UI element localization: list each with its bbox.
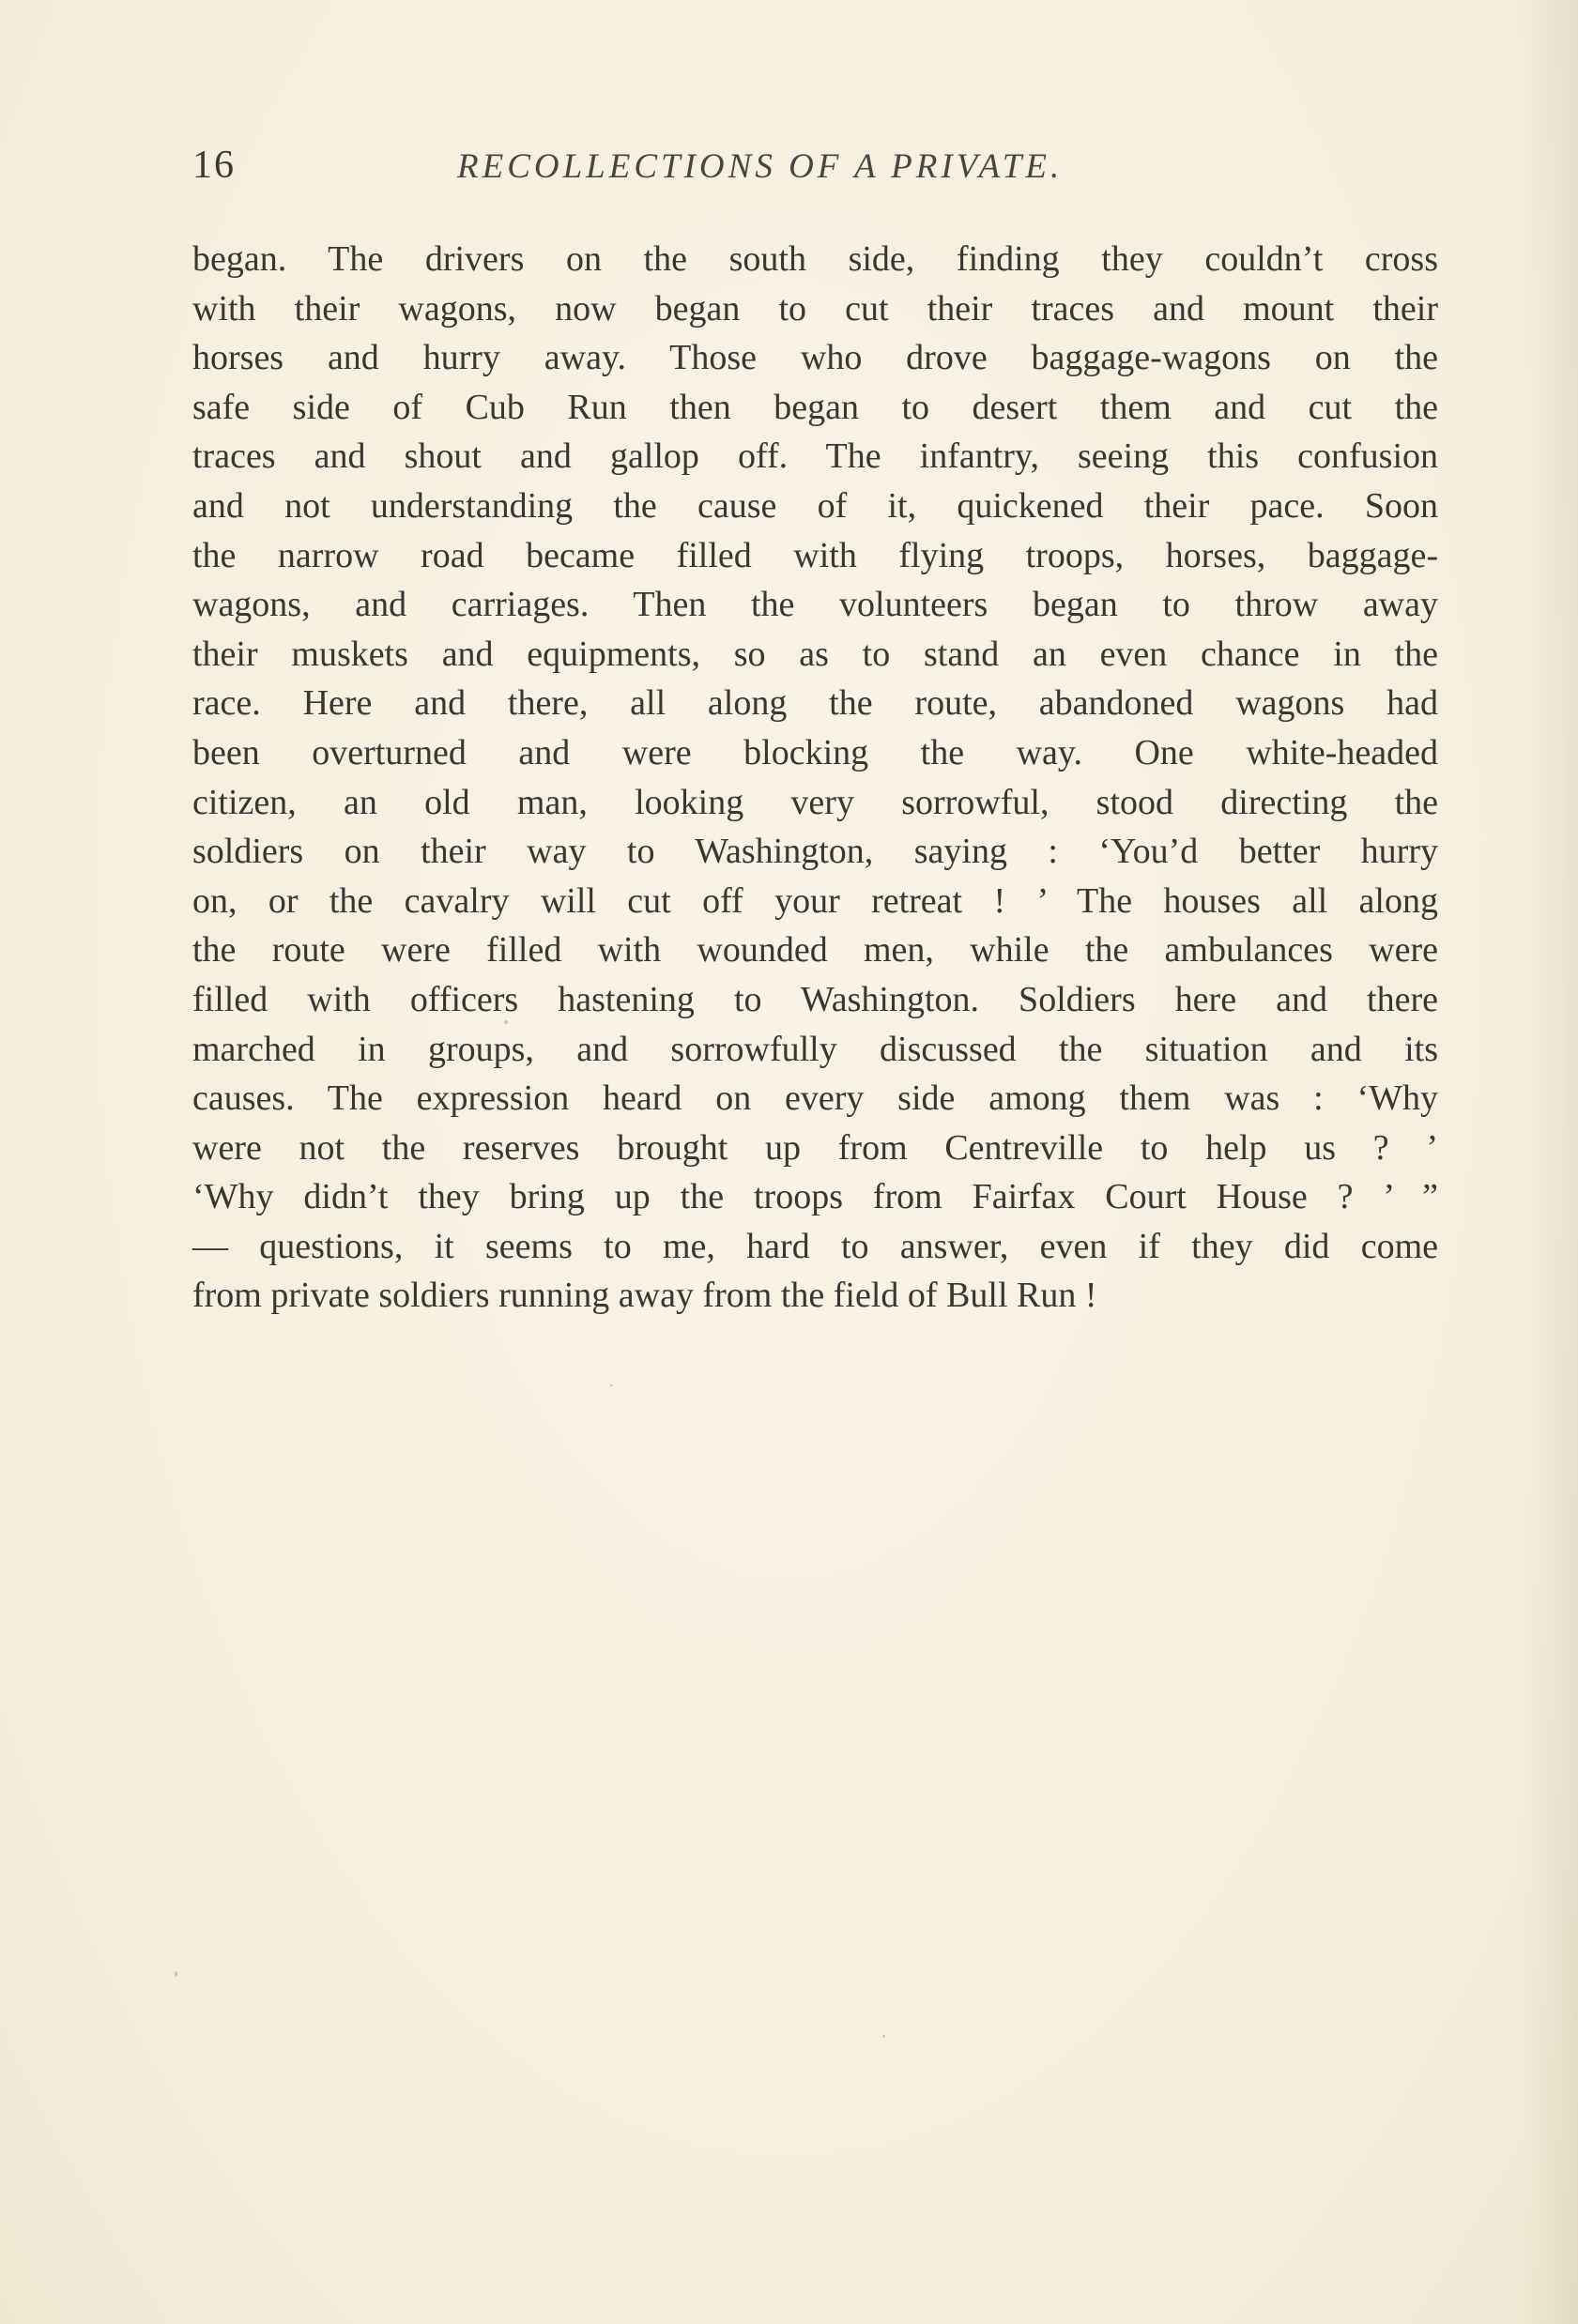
text-line: began. The drivers on the south side, finding they couldn’t cross xyxy=(192,239,1438,279)
text-line: their muskets and equipments, so as to stand an even chance in the xyxy=(192,634,1438,674)
text-line: citizen, an old man, looking very sorrowful, stood directing the xyxy=(192,782,1438,822)
text-line: traces and shout and gallop off. The infantry, seeing this confusion xyxy=(192,436,1438,477)
text-line: — questions, it seems to me, hard to answer, even if they did come xyxy=(192,1226,1438,1266)
text-line: race. Here and there, all along the route, abandoned wagons had xyxy=(192,683,1438,724)
text-line: on, or the cavalry will cut off your retreat ! ’ The houses all along xyxy=(192,880,1438,921)
text-line-last: from private soldiers running away from the field of Bull Run ! xyxy=(192,1276,1097,1316)
text-line: and not understanding the cause of it, quickened their pace. Soon xyxy=(192,485,1438,526)
text-line: marched in groups, and sorrowfully discussed the situation and its xyxy=(192,1029,1438,1069)
page-edge-shadow xyxy=(1522,0,1578,2324)
running-title: RECOLLECTIONS OF A PRIVATE. xyxy=(457,147,1064,186)
page-number: 16 xyxy=(192,144,236,187)
text-line: wagons, and carriages. Then the volunteers began to throw away xyxy=(192,585,1438,625)
text-line: causes. The expression heard on every side among them was : ‘Why xyxy=(192,1078,1438,1119)
text-line: safe side of Cub Run then began to desert them and cut the xyxy=(192,387,1438,427)
paper-speck xyxy=(882,2035,885,2038)
text-line: with their wagons, now began to cut their traces and mount their xyxy=(192,288,1438,329)
text-line: the narrow road became filled with flying troops, horses, baggage- xyxy=(192,535,1438,575)
paper-speck xyxy=(610,1384,613,1386)
text-line: ‘Why didn’t they bring up the troops from Fairfax Court House ? ’ ” xyxy=(192,1177,1438,1217)
text-line: been overturned and were blocking the way. One white-headed xyxy=(192,732,1438,772)
text-line: the route were filled with wounded men, while the ambulances were xyxy=(192,930,1438,971)
paper-speck xyxy=(504,1020,508,1024)
text-line: horses and hurry away. Those who drove baggage-wagons on the xyxy=(192,338,1438,378)
text-line: soldiers on their way to Washington, saying : ‘You’d better hurry xyxy=(192,832,1438,872)
running-head xyxy=(192,143,1183,199)
text-line: were not the reserves brought up from Centreville to help us ? ’ xyxy=(192,1127,1438,1168)
body-text xyxy=(192,235,1438,1321)
text-line: filled with officers hastening to Washington. Soldiers here and there xyxy=(192,979,1438,1019)
paper-speck xyxy=(175,1971,177,1977)
